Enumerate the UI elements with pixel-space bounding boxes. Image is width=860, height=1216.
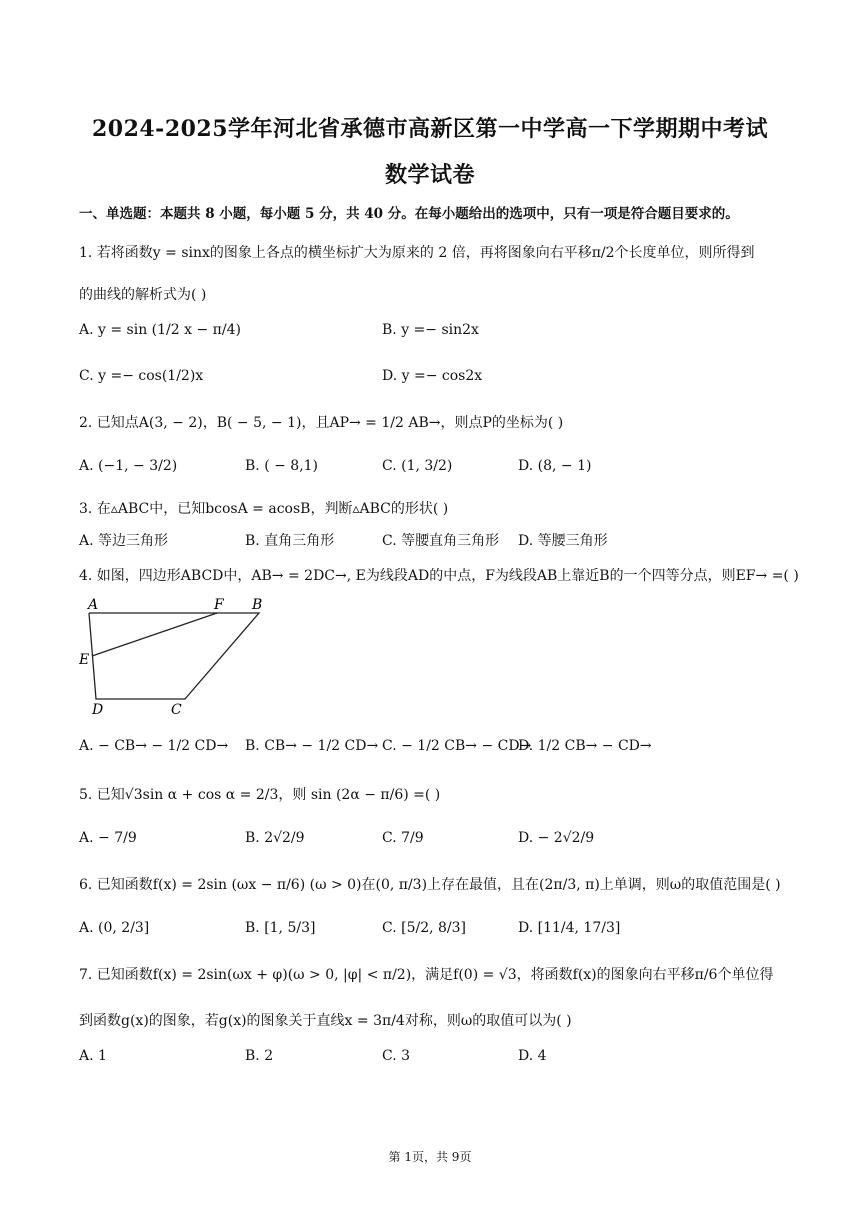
quadrilateral-figure [79, 596, 279, 722]
q5-stem: 5. 已知√3sin α + cos α = 2/3，则 sin (2α − π/6) =( ) [79, 787, 441, 803]
figure-label-d: D [92, 702, 104, 718]
q3-option-a: A. 等边三角形 [79, 533, 169, 549]
q4-option-b: B. CB→ − 1/2 CD→ [245, 738, 379, 754]
figure-label-c: C [171, 702, 182, 718]
q4-option-a: A. − CB→ − 1/2 CD→ [79, 738, 229, 754]
q1-option-d: D. y =− cos2x [382, 368, 483, 384]
section-heading: 一、单选题：本题共 8 小题，每小题 5 分，共 40 分。在每小题给出的选项中，只有一项是符合题目要求的。 [79, 206, 739, 222]
q3-option-b: B. 直角三角形 [245, 533, 335, 549]
q7-option-c: C. 3 [382, 1048, 411, 1064]
q1-stem-line1: 1. 若将函数y = sinx的图象上各点的横坐标扩大为原来的 2 倍，再将图象向右平移π/2个长度单位，则所得到 [79, 245, 755, 261]
exam-subtitle: 数学试卷 [384, 162, 475, 188]
q1-option-b: B. y =− sin2x [382, 322, 479, 338]
q3-option-d: D. 等腰三角形 [518, 533, 608, 549]
q4-option-d: D. 1/2 CB→ − CD→ [518, 738, 652, 754]
q6-option-b: B. [1, 5/3] [245, 920, 316, 936]
q4-stem: 4. 如图，四边形ABCD中，AB→ = 2DC→, E为线段AD的中点，F为线段AB上靠近B的一个四等分点，则EF→ =( ) [79, 568, 799, 584]
q7-stem-line1: 7. 已知函数f(x) = 2sin(ωx + φ)(ω > 0, |φ| < π/2)，满足f(0) = √3，将函数f(x)的图象向右平移π/6个单位得 [79, 967, 774, 983]
figure-label-f: F [214, 597, 224, 613]
q3-option-c: C. 等腰直角三角形 [382, 533, 500, 549]
q2-option-d: D. (8, − 1) [518, 458, 592, 474]
q7-option-a: A. 1 [79, 1048, 107, 1064]
q5-option-a: A. − 7/9 [79, 830, 137, 846]
q7-option-b: B. 2 [245, 1048, 274, 1064]
q6-option-a: A. (0, 2/3] [79, 920, 150, 936]
exam-title: 2024-2025学年河北省承德市高新区第一中学高一下学期期中考试 [91, 116, 769, 142]
q5-option-d: D. − 2√2/9 [518, 830, 595, 846]
q6-stem: 6. 已知函数f(x) = 2sin (ωx − π/6) (ω > 0)在(0, π/3)上存在最值，且在(2π/3, π)上单调，则ω的取值范围是( ) [79, 877, 781, 893]
q7-stem-line2: 到函数g(x)的图象，若g(x)的图象关于直线x = 3π/4对称，则ω的取值可以为( ) [79, 1013, 572, 1029]
q6-option-c: C. [5/2, 8/3] [382, 920, 466, 936]
q2-option-b: B. ( − 8,1) [245, 458, 319, 474]
q2-option-c: C. (1, 3/2) [382, 458, 453, 474]
q4-option-c: C. − 1/2 CB→ − CD→ [382, 738, 532, 754]
q3-stem: 3. 在▵ABC中，已知bcosA = acosB，判断▵ABC的形状( ) [79, 501, 449, 517]
figure-label-a: A [88, 597, 99, 613]
q5-option-b: B. 2√2/9 [245, 830, 305, 846]
figure-label-b: B [252, 597, 263, 613]
q5-option-c: C. 7/9 [382, 830, 424, 846]
figure-label-e: E [79, 652, 90, 668]
q6-option-d: D. [11/4, 17/3] [518, 920, 621, 936]
q1-option-a: A. y = sin (1/2 x − π/4) [79, 322, 241, 338]
q1-option-c: C. y =− cos(1/2)x [79, 368, 204, 384]
q2-stem: 2. 已知点A(3, − 2)，B( − 5, − 1)，且AP→ = 1/2 AB→，则点P的坐标为( ) [79, 415, 564, 431]
q1-stem-line2: 的曲线的解析式为( ) [79, 287, 207, 303]
q2-option-a: A. (−1, − 3/2) [79, 458, 178, 474]
q7-option-d: D. 4 [518, 1048, 547, 1064]
page-footer: 第 1页，共 9页 [388, 1150, 472, 1164]
